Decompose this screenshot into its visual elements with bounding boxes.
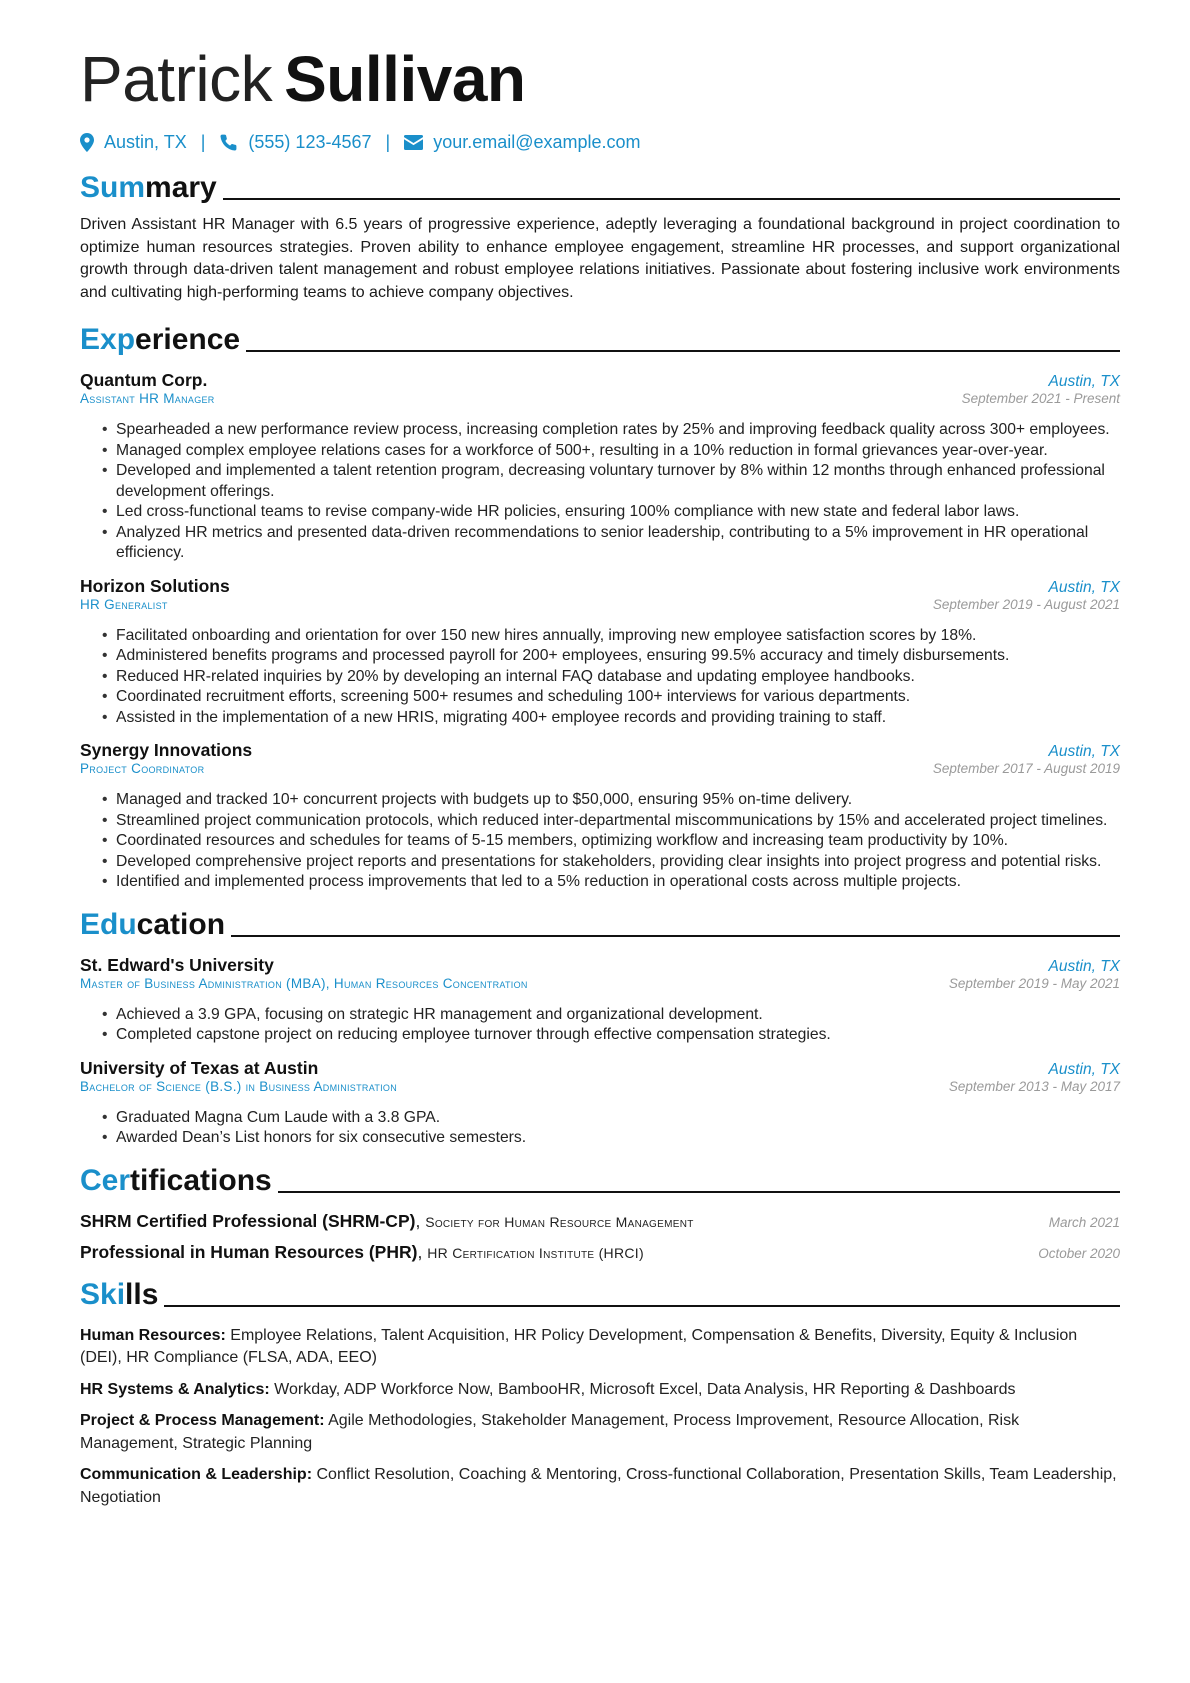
school-location: Austin, TX [1048, 957, 1120, 975]
school-name: University of Texas at Austin [80, 1057, 319, 1078]
bullet-list [80, 420, 1120, 564]
job-location: Austin, TX [1048, 373, 1120, 390]
bullet-item: • Identified and implemented process improvements that led to a 5% reduction in operational costs across multiple projects. [102, 872, 1120, 893]
phone-icon [219, 133, 238, 152]
certification-name: SHRM Certified Professional (SHRM-CP) [80, 1210, 416, 1231]
summary-text: Driven Assistant HR Manager with 6.5 years of progressive experience, adeptly leveraging a foundational background in project coordination to optimize human resources strategies. Proven ability to enhance employee engagement, streamline HR processes, and support organizational growth through data-driven talent management and robust employee relations initiatives. Passionate about fostering inclusive work environments and cultivating high-performing teams to achieve company objectives. [80, 216, 1120, 301]
bullet-list [80, 1005, 1120, 1046]
bullet-item: • Developed comprehensive project reports and presentations for stakeholders, providing clear insights into project progress and potential risks. [102, 852, 1120, 873]
bullet-item: • Managed and tracked 10+ concurrent projects with budgets up to $50,000, ensuring 95% on-time delivery. [102, 790, 1120, 811]
school-name: St. Edward's University [80, 954, 274, 975]
skill-group [80, 1379, 1120, 1402]
certification-date: October 2020 [1038, 1245, 1120, 1261]
certification-issuer: Society for Human Resource Management [425, 1213, 694, 1230]
bullet-item: • Facilitated onboarding and orientation for over 150 new hires annually, improving new employee satisfaction scores by 18%. [102, 626, 1120, 647]
degree-name: Bachelor of Science (B.S.) in Business Administration [80, 1078, 398, 1094]
bullet-list [80, 626, 1120, 729]
skills-heading: Skills [80, 1273, 1120, 1313]
first-name: Patrick [80, 43, 273, 115]
certifications-heading: Certifications [80, 1159, 1120, 1199]
job-dates: September 2019 - August 2021 [932, 596, 1120, 612]
skill-category: Communication & Leadership: [80, 1466, 313, 1483]
contact-email[interactable] [404, 132, 640, 153]
bullet-item: • Achieved a 3.9 GPA, focusing on strategic HR management and organizational development. [102, 1005, 1120, 1026]
section-rule [246, 350, 1120, 352]
certification-date: March 2021 [1048, 1214, 1120, 1230]
certification-item: Professional in Human Resources (PHR), HR Certification Institute (HRCI) October 2020 [80, 1241, 1120, 1262]
section-rule [164, 1305, 1120, 1307]
experience-entry [80, 576, 1120, 729]
bullet-item: • Managed complex employee relations cases for a workforce of 500+, resulting in a 10% reduction in formal grievances year-over-year. [102, 441, 1120, 462]
skill-category: Project & Process Management: [80, 1412, 325, 1429]
skill-items: Agile Methodologies, Stakeholder Management, Process Improvement, Resource Allocation, Risk Management, Strategic Planning [80, 1412, 1020, 1452]
skill-group [80, 1464, 1120, 1509]
bullet-item: • Reduced HR-related inquiries by 20% by developing an internal FAQ database and updating employee handbooks. [102, 667, 1120, 688]
phone-text: (555) 123-4567 [248, 131, 372, 152]
education-dates: September 2013 - May 2017 [948, 1078, 1120, 1094]
bullet-item: • Led cross-functional teams to revise company-wide HR policies, ensuring 100% compliance with new state and federal labor laws. [102, 502, 1120, 523]
experience-entry [80, 740, 1120, 893]
bullet-list [80, 1108, 1120, 1149]
experience-heading: Experience [80, 318, 1120, 358]
certification-item: SHRM Certified Professional (SHRM-CP), Society for Human Resource Management March 2021 [80, 1210, 1120, 1231]
bullet-list [80, 790, 1120, 893]
bullet-item: • Administered benefits programs and processed payroll for 200+ employees, ensuring 99.5% accuracy and timely disbursements. [102, 646, 1120, 667]
job-title: HR Generalist [80, 596, 168, 612]
skill-group [80, 1325, 1120, 1370]
skill-category: Human Resources: [80, 1326, 226, 1344]
job-location: Austin, TX [1048, 578, 1120, 596]
skill-items: Workday, ADP Workforce Now, BambooHR, Microsoft Excel, Data Analysis, HR Reporting & Dashboards [274, 1380, 1016, 1398]
contact-separator: | [385, 131, 391, 152]
degree-name: Master of Business Administration (MBA), Human Resources Concentration [80, 975, 528, 991]
contact-separator: | [200, 131, 206, 152]
location-text: Austin, TX [104, 131, 187, 152]
candidate-name [80, 42, 1120, 116]
school-location: Austin, TX [1048, 1060, 1120, 1078]
bullet-item: • Coordinated resources and schedules for teams of 5-15 members, optimizing workflow and increasing team productivity by 10%. [102, 831, 1120, 852]
bullet-item: • Developed and implemented a talent retention program, decreasing voluntary turnover by 8% within 12 months through enhanced professional development offerings. [102, 461, 1120, 502]
section-rule [278, 1191, 1120, 1193]
summary-heading: Summary [80, 166, 1120, 206]
education-entry [80, 1058, 1120, 1149]
job-dates: September 2017 - August 2019 [932, 761, 1120, 776]
job-location: Austin, TX [1048, 743, 1120, 760]
section-rule [231, 935, 1120, 937]
bullet-item: • Analyzed HR metrics and presented data-driven recommendations to senior leadership, contributing to a 5% improvement in HR operational efficiency. [102, 523, 1120, 564]
skill-category: HR Systems & Analytics: [80, 1380, 270, 1398]
employer-name: Synergy Innovations [80, 740, 253, 760]
education-dates: September 2019 - May 2021 [948, 975, 1120, 991]
education-heading: Education [80, 903, 1120, 943]
certification-issuer: HR Certification Institute (HRCI) [427, 1244, 644, 1261]
employer-name: Quantum Corp. [80, 370, 208, 390]
contact-bar [80, 128, 1120, 156]
certification-name: Professional in Human Resources (PHR) [80, 1241, 418, 1262]
contact-location [80, 132, 187, 153]
bullet-item: • Graduated Magna Cum Laude with a 3.8 GPA. [102, 1108, 1120, 1129]
email-link[interactable]: your.email@example.com [433, 131, 641, 152]
bullet-item: • Streamlined project communication protocols, which reduced inter-departmental miscommunications by 15% and accelerated project timelines. [102, 811, 1120, 832]
bullet-item: • Coordinated recruitment efforts, screening 500+ resumes and scheduling 100+ interviews for various departments. [102, 687, 1120, 708]
section-rule [223, 198, 1120, 200]
envelope-icon [404, 135, 423, 150]
job-title: Project Coordinator [80, 761, 205, 776]
employer-name: Horizon Solutions [80, 575, 230, 596]
experience-entry [80, 370, 1120, 564]
education-entry [80, 955, 1120, 1046]
bullet-item: • Assisted in the implementation of a new HRIS, migrating 400+ employee records and providing training to staff. [102, 708, 1120, 729]
skill-items: Conflict Resolution, Coaching & Mentoring, Cross-functional Collaboration, Presentation Skills, Team Leadership, Negotiation [80, 1466, 1117, 1506]
bullet-item: • Awarded Dean’s List honors for six consecutive semesters. [102, 1128, 1120, 1149]
job-dates: September 2021 - Present [961, 391, 1120, 406]
bullet-item: • Spearheaded a new performance review process, increasing completion rates by 25% and improving feedback quality across 300+ employees. [102, 420, 1120, 441]
skill-items: Employee Relations, Talent Acquisition, HR Policy Development, Compensation & Benefits, Diversity, Equity & Inclusion (DEI), HR Compliance (FLSA, ADA, EEO) [80, 1326, 1078, 1366]
map-pin-icon [80, 133, 94, 152]
job-title: Assistant HR Manager [80, 391, 215, 406]
last-name: Sullivan [284, 43, 526, 115]
bullet-item: • Completed capstone project on reducing employee turnover through effective compensation strategies. [102, 1025, 1120, 1046]
contact-phone[interactable] [219, 132, 371, 153]
skill-group [80, 1410, 1120, 1455]
